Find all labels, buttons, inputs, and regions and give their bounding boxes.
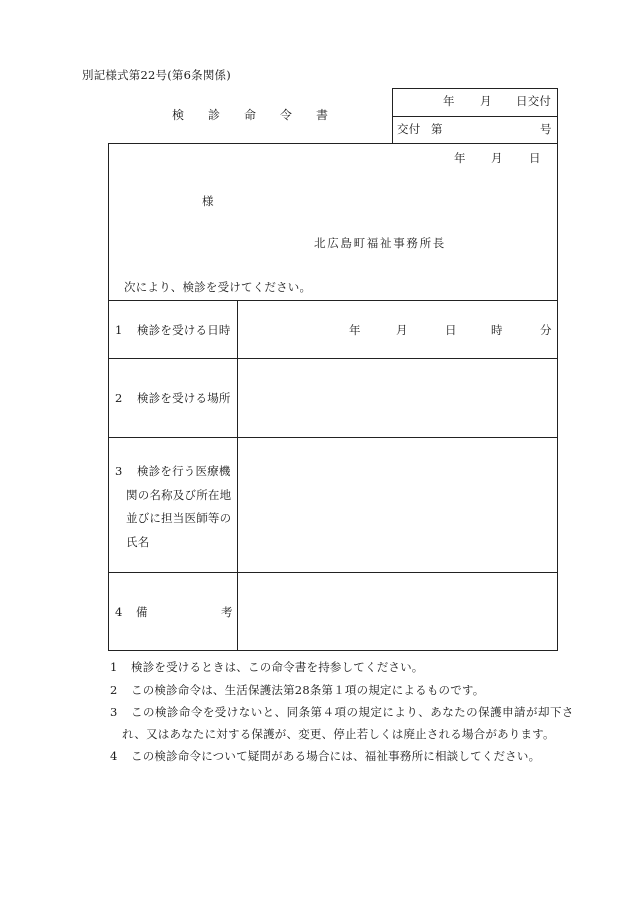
note-number: 1 [110, 660, 118, 674]
issue-month-label: 月 [480, 94, 492, 108]
row-number: 2 [115, 391, 123, 405]
issue-day-issued-label: 日交付 [516, 94, 552, 108]
note-text: この検診命令は、生活保護法第28条第１項の規定によるものです。 [131, 683, 485, 697]
row-label-institution-line: 並びに担当医師等の [126, 511, 232, 525]
issue-number-suffix: 号 [540, 122, 552, 136]
note-number: 3 [110, 705, 118, 719]
row-label-remarks-end: 考 [221, 605, 233, 619]
form-number: 別記様式第22号(第6条関係) [82, 68, 231, 82]
row-label-exam-place: 検診を受ける場所 [137, 391, 231, 405]
row-number: 1 [115, 323, 123, 337]
note-text: 検診を受けるときは、この命令書を持参してください。 [131, 660, 424, 674]
addressee-suffix: 様 [202, 194, 214, 208]
datetime-minute-label: 分 [540, 323, 552, 337]
note-text-continuation: れ、又はあなたに対する保護が、変更、停止若しくは廃止される場合があります。 [122, 727, 555, 741]
header-day-label: 日 [529, 151, 541, 165]
datetime-month-label: 月 [396, 323, 408, 337]
note-text: この検診命令について疑問がある場合には、福祉事務所に相談してください。 [131, 749, 541, 763]
header-year-label: 年 [454, 151, 466, 165]
row-number: 4 [115, 605, 123, 619]
institution-cell [238, 438, 557, 572]
header-month-label: 月 [491, 151, 503, 165]
row-label-institution-line: 関の名称及び所在地 [126, 488, 232, 502]
issued-label: 交付 [397, 122, 421, 136]
row-label-institution-line: 氏名 [126, 535, 150, 549]
row-number: 3 [115, 464, 123, 478]
exam-place-cell [238, 359, 557, 437]
remarks-cell [238, 573, 557, 650]
row-label-exam-datetime: 検診を受ける日時 [137, 323, 231, 337]
document-title: 検診命令書 [172, 108, 353, 122]
row-label-remarks-start: 備 [136, 605, 148, 619]
note-number: 4 [110, 749, 118, 763]
datetime-day-label: 日 [445, 323, 457, 337]
row-label-institution-line: 検診を行う医療機 [137, 464, 231, 478]
issue-number-prefix: 第 [431, 122, 443, 136]
issue-box-divider [392, 116, 558, 117]
datetime-year-label: 年 [349, 323, 361, 337]
datetime-hour-label: 時 [491, 323, 503, 337]
note-text: この検診命令を受けないと、同条第４項の規定により、あなたの保護申請が却下さ [131, 705, 574, 719]
instruction-text: 次により、検診を受けてください。 [124, 280, 312, 294]
note-number: 2 [110, 683, 118, 697]
issue-year-label: 年 [443, 94, 455, 108]
issuer-name: 北広島町福祉事務所長 [314, 236, 446, 250]
